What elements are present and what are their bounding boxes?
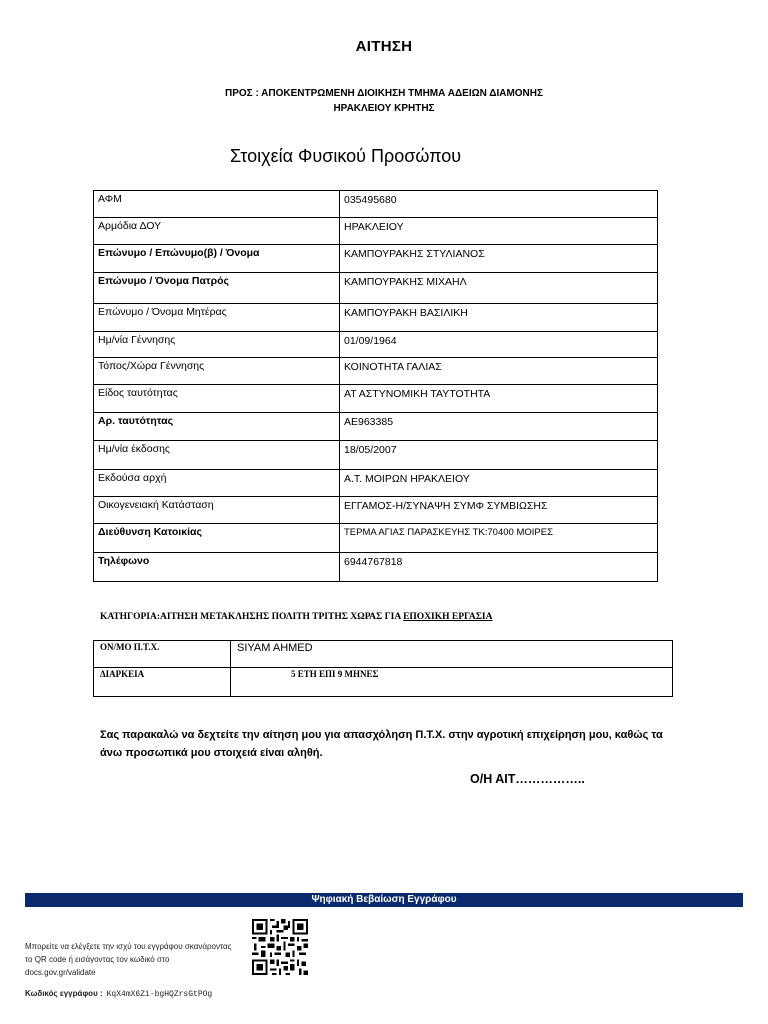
- document-code: [25, 989, 212, 999]
- id-number-value: ΑΕ963385: [340, 413, 658, 441]
- table-row: [94, 553, 658, 582]
- table-row: [94, 273, 658, 304]
- document-title: ΑΙΤΗΣΗ: [355, 38, 413, 55]
- phone-value: 6944767818: [340, 553, 658, 582]
- birthplace-value: ΚΟΙΝΟΤΗΤΑ ΓΑΛΙΑΣ: [340, 358, 658, 385]
- issuing-authority-value: Α.Τ. ΜΟΙΡΩΝ ΗΡΑΚΛΕΙΟΥ: [340, 470, 658, 497]
- table-row: [94, 497, 658, 524]
- father-value: ΚΑΜΠΟΥΡΑΚΗΣ ΜΙΧΑΗΛ: [340, 273, 658, 304]
- signature-line: Ο/Η ΑΙΤ……………..: [470, 772, 585, 786]
- birthdate-label: Ημ/νία Γέννησης: [94, 332, 340, 358]
- person-details-table: [93, 190, 658, 582]
- marital-status-value: ΕΓΓΑΜΟΣ-Η/ΣΥΝΑΨΗ ΣΥΜΦ ΣΥΜΒΙΩΣΗΣ: [340, 497, 658, 524]
- issue-date-label: Ημ/νία έκδοσης: [94, 441, 340, 470]
- table-row: [94, 641, 673, 668]
- qr-code-icon: [250, 919, 310, 975]
- table-row: [94, 304, 658, 332]
- worker-name-label: ΟΝ/ΜΟ Π.Τ.Χ.: [94, 641, 231, 668]
- table-row: [94, 358, 658, 385]
- mother-value: ΚΑΜΠΟΥΡΑΚΗ ΒΑΣΙΛΙΚΗ: [340, 304, 658, 332]
- table-row: [94, 441, 658, 470]
- fullname-value: ΚΑΜΠΟΥΡΑΚΗΣ ΣΤΥΛΙΑΝΟΣ: [340, 245, 658, 273]
- issue-date-value: 18/05/2007: [340, 441, 658, 470]
- id-type-value: ΑΤ ΑΣΤΥΝΟΜΙΚΗ ΤΑΥΤΟΤΗΤΑ: [340, 385, 658, 413]
- table-row: [94, 245, 658, 273]
- address-value: ΤΕΡΜΑ ΑΓΙΑΣ ΠΑΡΑΣΚΕΥΗΣ ΤΚ:70400 ΜΟΙΡΕΣ: [340, 524, 658, 553]
- category-line: [100, 612, 492, 622]
- birthplace-label: Τόπος/Χώρα Γέννησης: [94, 358, 340, 385]
- fullname-label: Επώνυμο / Επώνυμο(β) / Όνομα: [94, 245, 340, 273]
- worker-table: [93, 640, 673, 697]
- duration-label: ΔΙΑΡΚΕΙΑ: [94, 668, 231, 697]
- table-row: [94, 668, 673, 697]
- table-row: [94, 470, 658, 497]
- recipient-line-1: ΠΡΟΣ : ΑΠΟΚΕΝΤΡΩΜΕΝΗ ΔΙΟΙΚΗΣΗ ΤΜΗΜΑ ΑΔΕΙΩΝ ΔΙΑΜΟΝΗΣ: [225, 88, 543, 99]
- recipient-line-2: ΗΡΑΚΛΕΙΟΥ ΚΡΗΤΗΣ: [333, 103, 435, 114]
- father-label: Επώνυμο / Όνομα Πατρός: [94, 273, 340, 304]
- table-row: [94, 413, 658, 441]
- table-row: [94, 218, 658, 245]
- digital-certification-bar: Ψηφιακή Βεβαίωση Εγγράφου: [25, 893, 743, 907]
- issuing-authority-label: Εκδούσα αρχή: [94, 470, 340, 497]
- doy-value: ΗΡΑΚΛΕΙΟΥ: [340, 218, 658, 245]
- duration-value: 5 ΕΤΗ ΕΠΙ 9 ΜΗΝΕΣ: [231, 668, 673, 697]
- document-code-label: Κωδικός εγγράφου :: [25, 989, 103, 998]
- birthdate-value: 01/09/1964: [340, 332, 658, 358]
- id-type-label: Είδος ταυτότητας: [94, 385, 340, 413]
- id-number-label: Αρ. ταυτότητας: [94, 413, 340, 441]
- doy-label: Αρμόδια ΔΟΥ: [94, 218, 340, 245]
- table-row: [94, 191, 658, 218]
- afm-label: ΑΦΜ: [94, 191, 340, 218]
- address-label: Διεύθυνση Κατοικίας: [94, 524, 340, 553]
- table-row: [94, 385, 658, 413]
- request-text: Σας παρακαλώ να δεχτείτε την αίτηση μου για απασχόληση Π.Τ.Χ. στην αγροτική επιχείρηση μου, καθώς τα άνω προσωπικά μου στοιχειά είναι αληθή.: [100, 729, 663, 759]
- worker-name-value: SIYAM AHMED: [231, 641, 673, 668]
- table-row: [94, 332, 658, 358]
- afm-value: 035495680: [340, 191, 658, 218]
- validation-note: Μπορείτε να ελέγξετε την ισχύ του εγγράφου σκανάροντας το QR code ή εισάγοντας τον κωδικό στο docs.gov.gr/validate: [25, 942, 232, 977]
- mother-label: Επώνυμο / Όνομα Μητέρας: [94, 304, 340, 332]
- section-title: Στοιχεία Φυσικού Προσώπου: [230, 146, 462, 166]
- document-code-value: KqX4mX6Zi-bgHQZrsGtPOg: [106, 990, 213, 999]
- category-underlined: ΕΠΟΧΙΚΗ ΕΡΓΑΣΙΑ: [403, 612, 493, 622]
- phone-label: Τηλέφωνο: [94, 553, 340, 582]
- table-row: [94, 524, 658, 553]
- category-prefix: ΚΑΤΗΓΟΡΙΑ:ΑΙΤΗΣΗ ΜΕΤΑΚΛΗΣΗΣ ΠΟΛΙΤΗ ΤΡΙΤΗΣ ΧΩΡΑΣ ΓΙΑ: [100, 612, 404, 622]
- marital-status-label: Οικογενειακή Κατάσταση: [94, 497, 340, 524]
